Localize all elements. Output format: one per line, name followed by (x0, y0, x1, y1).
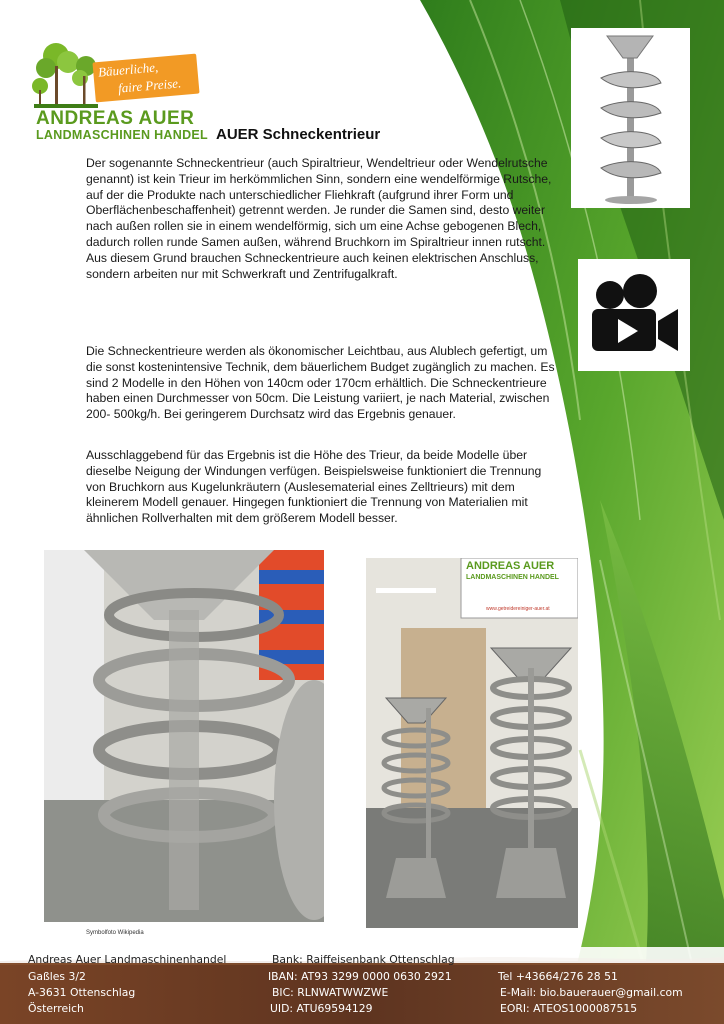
footer-iban: IBAN: AT93 3299 0000 0630 2921 (268, 970, 452, 983)
footer-bic: BIC: RLNWATWWZWE (272, 986, 389, 999)
photo-two-trieurs (366, 558, 578, 928)
logo-subtitle: LANDMASCHINEN HANDEL (36, 128, 208, 142)
page-title: AUER Schneckentrieur (216, 126, 381, 143)
sign-url: www.getreidereiniger-auer.at (486, 606, 550, 612)
footer-city: A-3631 Ottenschlag (28, 986, 136, 999)
footer-country: Österreich (28, 1002, 84, 1015)
video-camera-icon[interactable] (578, 259, 690, 371)
paragraph-intro: Der sogenannte Schneckentrieur (auch Spiraltrieur, Wendeltrieur oder Wendelrutsche genannt) ist kein Trieur im herkömmlichen Sinn, sondern eine wendelförmige Rutsche, auf der die Produkte nach unterschiedlicher Fliehkraft (aufgrund ihrer Form und Oberflächenbeschaffenheit) getrennt werden. Je runder die Samen sind, desto weiter nach außen rollen sie in einem wendelförmig, sich um eine Achse gebogenen Blech, dadurch rollen runde Samen außen, während Bruchkorn im Spiraltrieur innen rutscht. Aus diesem Grund brauchen Schneckentrieure auch keinen elektrischen Anschluss, sondern arbeiten nur mit Schwerkraft und Zentrifugalkraft. (86, 156, 552, 281)
sign-subtitle: LANDMASCHINEN HANDEL (466, 574, 559, 581)
photo-credit: Symbolfoto Wikipedia (86, 930, 144, 936)
paragraph-height: Ausschlaggebend für das Ergebnis ist die Höhe des Trieur, da beide Modelle über dieselbe Neigung der Windungen verfügen. Beispielsweise funktioniert die Trennung von Bruchkorn aus Kugelunkräutern (Auslesematerial eines Zelltrieurs) mit dem kleinerem Modell genauer. Hingegen funktioniert die Trennung von Materialien mit ähnlichen Rollverhalten mit dem größerem Modell besser. (86, 448, 542, 526)
footer-eori: EORI: ATEOS1000087515 (500, 1002, 638, 1015)
footer-company: Andreas Auer Landmaschinenhandel (28, 953, 227, 966)
footer-bank: Bank: Raiffeisenbank Ottenschlag (272, 953, 455, 966)
product-image (571, 28, 690, 208)
footer-phone: Tel +43664/276 28 51 (498, 970, 618, 983)
slogan-line-2: faire Preise. (117, 75, 182, 96)
photo-spiral-closeup (44, 550, 324, 922)
sign-name: ANDREAS AUER (466, 560, 555, 572)
footer-street: Gaßles 3/2 (28, 970, 86, 983)
paragraph-construction: Die Schneckentrieure werden als ökonomischer Leichtbau, aus Alublech gefertigt, um die sonst kostenintensive Technik, dem bäuerlichem Budget zugänglich zu machen. Es sind 2 Modelle in den Höhen von 140cm oder 170cm erhältlich. Die Schneckentrieure haben einen Durchmesser von 50cm. Die Leistung variiert, je nach Material, zwischen 200- 500kg/h. Bei geringerem Durchsatz wird das Ergebnis genauer. (86, 344, 555, 422)
slogan-line-1: Bäuerliche, (97, 59, 159, 80)
footer-uid: UID: ATU69594129 (270, 1002, 373, 1015)
footer-email[interactable]: E-Mail: bio.bauerauer@gmail.com (500, 986, 683, 999)
logo-name: ANDREAS AUER (36, 108, 195, 129)
